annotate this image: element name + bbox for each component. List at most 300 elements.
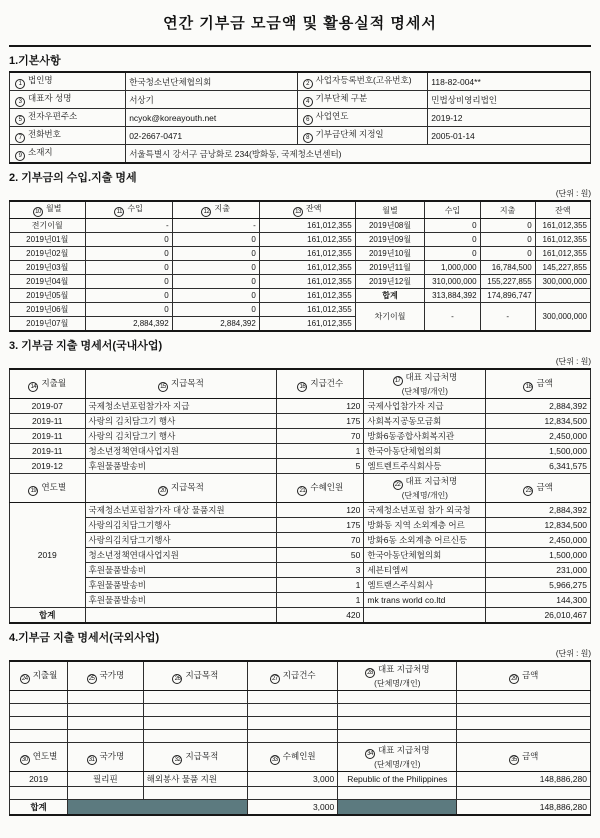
income-cell: 0	[85, 303, 172, 317]
empty-cell	[338, 730, 457, 743]
table-row	[10, 145, 591, 164]
column-header	[457, 743, 591, 772]
amount-cell: 6,341,575	[486, 459, 591, 474]
shaded-cell	[68, 800, 248, 816]
income-cell: -	[85, 219, 172, 233]
expense-cell: 2,884,392	[172, 317, 259, 332]
empty-cell	[143, 704, 248, 717]
balance-cell: 161,012,355	[259, 247, 355, 261]
income-cell: 2,884,392	[85, 317, 172, 332]
amount-cell: 2,450,000	[486, 533, 591, 548]
header-row	[10, 743, 591, 772]
field-value: 민법상비영리법인	[428, 91, 591, 109]
overseas-expense-table	[9, 660, 591, 816]
count-cell: 70	[277, 429, 364, 444]
column-header	[486, 369, 591, 399]
circled-number: 8	[303, 133, 313, 143]
table-row	[10, 247, 591, 261]
column-header-text: 지급건수	[282, 669, 316, 680]
count-cell: 175	[277, 414, 364, 429]
empty-cell	[338, 691, 457, 704]
column-header-text: 지출월	[32, 669, 58, 680]
column-header-subtext: (단체명/개인)	[374, 760, 421, 769]
column-header	[486, 474, 591, 503]
income-cell: 0	[85, 275, 172, 289]
header-row	[10, 661, 591, 691]
country-cell: 필리핀	[68, 772, 144, 787]
balance-cell: 300,000,000	[535, 275, 590, 289]
payee-cell: 국제청소년포럼 참가 외국청	[364, 503, 486, 518]
payee-cell: 방화6동종합사회복지관	[364, 429, 486, 444]
circled-number: 25	[87, 674, 97, 684]
expense-cell: -	[480, 303, 535, 332]
column-header-text: 대표 지급처명	[405, 476, 458, 486]
count-cell: 5	[277, 459, 364, 474]
purpose-cell: 후원물품발송비	[85, 578, 277, 593]
column-header-text: 수입	[127, 204, 143, 213]
circled-number: 12	[201, 207, 211, 217]
circled-number: 18	[523, 382, 533, 392]
empty-cell	[10, 730, 68, 743]
income-cell: 0	[85, 247, 172, 261]
column-header-text: 잔액	[305, 204, 322, 213]
payee-cell: 국제사업참가자 지급	[364, 399, 486, 414]
column-header	[364, 369, 486, 399]
income-cell: 0	[85, 261, 172, 275]
circled-number: 16	[297, 382, 307, 392]
circled-number: 29	[509, 674, 519, 684]
balance-cell: 161,012,355	[535, 219, 590, 233]
expense-cell: 0	[480, 219, 535, 233]
field-label	[297, 91, 428, 109]
circled-number: 11	[114, 207, 124, 217]
month-cell: 2019-12	[10, 459, 86, 474]
column-header	[143, 661, 248, 691]
count-cell: 1	[277, 593, 364, 608]
income-expense-table	[9, 200, 591, 332]
empty-cell	[248, 787, 338, 800]
circled-number: 1	[15, 79, 25, 89]
table-row	[10, 399, 591, 414]
empty-cell	[338, 717, 457, 730]
column-header	[10, 201, 86, 219]
balance-cell: 161,012,355	[259, 219, 355, 233]
purpose-cell: 사랑의 김치담그기 행사	[85, 429, 277, 444]
balance-cell: 161,012,355	[535, 247, 590, 261]
amount-cell: 144,300	[486, 593, 591, 608]
purpose-cell: 국제청소년포럼참가자 지급	[85, 399, 277, 414]
field-label-text: 사업연도	[315, 111, 349, 121]
circled-number: 24	[20, 674, 30, 684]
empty-cell	[85, 608, 277, 624]
empty-cell	[10, 717, 68, 730]
expense-cell: -	[172, 219, 259, 233]
month-cell: 2019년05월	[10, 289, 86, 303]
payee-cell: 엠트렌트주식회사등	[364, 459, 486, 474]
column-header-text: 수혜인원	[310, 481, 344, 492]
month-cell: 2019년06월	[10, 303, 86, 317]
field-label-text: 대표자 성명	[28, 93, 72, 103]
count-cell: 3,000	[248, 772, 338, 787]
amount-cell: 1,500,000	[486, 444, 591, 459]
payee-cell: 방화동 지역 소외계층 어르	[364, 518, 486, 533]
column-header: 지출	[480, 201, 535, 219]
count-cell: 1	[277, 444, 364, 459]
table-row	[10, 459, 591, 474]
circled-number: 4	[303, 97, 313, 107]
purpose-cell: 사랑의김치담그기행사	[85, 518, 277, 533]
column-header	[10, 743, 68, 772]
expense-cell: 174,896,747	[480, 289, 535, 303]
empty-cell	[10, 691, 68, 704]
field-label-text: 소재지	[28, 147, 53, 157]
empty-cell	[143, 787, 248, 800]
header-row	[10, 369, 591, 399]
column-header-subtext: (단체명/개인)	[401, 387, 448, 396]
empty-cell	[143, 691, 248, 704]
month-cell: 2019년08월	[355, 219, 425, 233]
column-header	[277, 474, 364, 503]
domestic-expense-table	[9, 368, 591, 624]
column-header	[143, 743, 248, 772]
column-header-subtext: (단체명/개인)	[374, 679, 421, 688]
field-label-text: 기부금단체 지정일	[315, 129, 384, 139]
section-domestic-expense	[9, 337, 591, 624]
amount-cell: 148,886,280	[457, 772, 591, 787]
year-cell: 2019	[10, 772, 68, 787]
column-header-text: 대표 지급처명	[377, 745, 430, 755]
shaded-cell	[338, 800, 457, 816]
month-cell: 2019-07	[10, 399, 86, 414]
circled-number: 10	[33, 207, 43, 217]
year-cell: 2019	[10, 503, 86, 608]
field-label-text: 전자우편주소	[28, 111, 78, 121]
empty-cell	[457, 717, 591, 730]
payee-cell: mk trans world co.ltd	[364, 593, 486, 608]
circled-number: 34	[365, 749, 375, 759]
empty-cell	[457, 691, 591, 704]
field-value: 한국청소년단체협의회	[126, 72, 297, 91]
empty-row	[10, 730, 591, 743]
month-cell: 2019년09월	[355, 233, 425, 247]
field-label	[10, 72, 126, 91]
empty-cell	[248, 730, 338, 743]
field-label	[10, 145, 126, 164]
month-cell: 2019년10월	[355, 247, 425, 261]
balance-cell: 300,000,000	[535, 303, 590, 332]
column-header	[172, 201, 259, 219]
amount-cell: 5,966,275	[486, 578, 591, 593]
balance-cell: 161,012,355	[259, 289, 355, 303]
empty-cell	[10, 787, 68, 800]
column-header	[68, 661, 144, 691]
column-header-text: 지급목적	[185, 750, 219, 761]
total-row	[10, 800, 591, 816]
column-header	[85, 201, 172, 219]
month-cell: 전기이월	[10, 219, 86, 233]
table-row	[10, 72, 591, 91]
field-value: 2005-01-14	[428, 127, 591, 145]
amount-cell: 2,450,000	[486, 429, 591, 444]
circled-number: 9	[15, 151, 25, 161]
circled-number: 6	[303, 115, 313, 125]
circled-number: 19	[28, 486, 38, 496]
purpose-cell: 후원물품발송비	[85, 593, 277, 608]
document-title: 연간 기부금 모금액 및 활용실적 명세서	[163, 15, 437, 32]
circled-number: 21	[297, 486, 307, 496]
column-header	[85, 474, 277, 503]
unit-label: (단위 : 원)	[555, 649, 591, 658]
total-count: 3,000	[248, 800, 338, 816]
field-label	[297, 72, 428, 91]
empty-cell	[248, 691, 338, 704]
column-header: 수입	[425, 201, 480, 219]
balance-cell: 161,012,355	[259, 275, 355, 289]
balance-cell	[535, 289, 590, 303]
table-row	[10, 548, 591, 563]
empty-row	[10, 691, 591, 704]
field-value: 서상기	[126, 91, 297, 109]
month-cell: 2019-11	[10, 444, 86, 459]
table-row	[10, 444, 591, 459]
column-header-text: 금액	[536, 481, 553, 492]
column-header	[248, 661, 338, 691]
count-cell: 1	[277, 578, 364, 593]
expense-cell: 0	[480, 233, 535, 247]
purpose-cell: 청소년정책연대사업지원	[85, 548, 277, 563]
field-value: 02-2667-0471	[126, 127, 297, 145]
column-header-text: 지출	[214, 204, 230, 213]
count-cell: 70	[277, 533, 364, 548]
field-label-text: 전화번호	[28, 129, 61, 139]
empty-cell	[364, 608, 486, 624]
income-cell: -	[425, 303, 480, 332]
circled-number: 30	[20, 755, 30, 765]
empty-cell	[68, 787, 144, 800]
expense-cell: 0	[172, 261, 259, 275]
balance-cell: 161,012,355	[259, 317, 355, 332]
purpose-cell: 사랑의 김치담그기 행사	[85, 414, 277, 429]
field-label-text: 사업자등록번호(고유번호)	[315, 75, 412, 85]
section2-heading: 2. 기부금의 수입.지출 명세	[9, 172, 137, 184]
field-label	[297, 127, 428, 145]
payee-cell: 엠트랜스주식회사	[364, 578, 486, 593]
total-count: 420	[277, 608, 364, 624]
empty-cell	[248, 704, 338, 717]
field-label	[10, 91, 126, 109]
empty-cell	[338, 704, 457, 717]
month-cell: 2019년04월	[10, 275, 86, 289]
empty-cell	[68, 717, 144, 730]
divider-rule	[9, 45, 591, 47]
empty-cell	[457, 730, 591, 743]
field-value: 2019-12	[428, 109, 591, 127]
count-cell: 120	[277, 503, 364, 518]
month-cell: 2019년03월	[10, 261, 86, 275]
table-row	[10, 772, 591, 787]
month-cell: 2019년11월	[355, 261, 425, 275]
column-header	[85, 369, 277, 399]
column-header-text: 금액	[521, 750, 539, 761]
column-header	[457, 661, 591, 691]
table-row	[10, 563, 591, 578]
expense-cell: 0	[172, 275, 259, 289]
payee-cell: Republic of the Philippines	[338, 772, 457, 787]
header-row	[10, 474, 591, 503]
table-row	[10, 503, 591, 518]
table-row	[10, 127, 591, 145]
table-row	[10, 593, 591, 608]
table-row	[10, 233, 591, 247]
section1-heading: 1.기본사항	[9, 55, 61, 67]
expense-cell: 0	[480, 247, 535, 261]
field-value: ncyok@koreayouth.net	[126, 109, 297, 127]
field-value: 118-82-004**	[428, 72, 591, 91]
circled-number: 14	[28, 382, 38, 392]
field-label	[10, 127, 126, 145]
purpose-cell: 후원물품발송비	[85, 459, 277, 474]
income-cell: 0	[425, 219, 480, 233]
total-label: 합계	[10, 800, 68, 816]
column-header	[364, 474, 486, 503]
payee-cell: 사회복지공동모금회	[364, 414, 486, 429]
column-header	[248, 743, 338, 772]
circled-number: 31	[87, 755, 97, 765]
income-cell: 0	[85, 233, 172, 247]
total-amount: 148,886,280	[457, 800, 591, 816]
column-header	[338, 661, 457, 691]
column-header-text: 금액	[521, 669, 539, 680]
circled-number: 17	[393, 376, 403, 386]
balance-cell: 161,012,355	[259, 303, 355, 317]
table-row	[10, 91, 591, 109]
income-cell: 313,884,392	[425, 289, 480, 303]
column-header	[10, 474, 86, 503]
month-cell: 2019년07월	[10, 317, 86, 332]
section-basic-info	[9, 52, 591, 164]
circled-number: 3	[15, 97, 25, 107]
payee-cell: 세븐티엠씨	[364, 563, 486, 578]
circled-number: 22	[393, 480, 403, 490]
table-row	[10, 275, 591, 289]
amount-cell: 231,000	[486, 563, 591, 578]
circled-number: 13	[293, 207, 303, 217]
column-header-text: 지출월	[41, 377, 67, 388]
circled-number: 15	[158, 382, 168, 392]
amount-cell: 2,884,392	[486, 399, 591, 414]
expense-cell: 155,227,855	[480, 275, 535, 289]
empty-cell	[143, 730, 248, 743]
circled-number: 35	[509, 755, 519, 765]
month-cell: 2019년12월	[355, 275, 425, 289]
circled-number: 7	[15, 133, 25, 143]
field-label-text: 기부단체 구분	[315, 93, 368, 103]
section3-heading: 3. 기부금 지출 명세서(국내사업)	[9, 340, 163, 352]
purpose-cell: 해외봉사 물품 지원	[143, 772, 248, 787]
column-header-text: 금액	[536, 377, 553, 388]
table-row	[10, 429, 591, 444]
column-header	[68, 743, 144, 772]
column-header-text: 국가명	[99, 669, 125, 680]
balance-cell: 145,227,855	[535, 261, 590, 275]
income-cell: 0	[425, 233, 480, 247]
payee-cell: 한국아동단체협의회	[364, 444, 486, 459]
expense-cell: 0	[172, 289, 259, 303]
column-header-text: 대표 지급처명	[405, 372, 458, 382]
circled-number: 32	[172, 755, 182, 765]
empty-row	[10, 717, 591, 730]
balance-cell: 161,012,355	[259, 261, 355, 275]
column-header-text: 연도별	[32, 750, 58, 761]
amount-cell: 12,834,500	[486, 414, 591, 429]
month-cell: 2019년02월	[10, 247, 86, 261]
column-header	[10, 369, 86, 399]
circled-number: 23	[523, 486, 533, 496]
month-cell: 2019년01월	[10, 233, 86, 247]
column-header	[259, 201, 355, 219]
unit-label: (단위 : 원)	[555, 189, 591, 198]
column-header-text: 지급목적	[170, 377, 204, 388]
table-row	[10, 109, 591, 127]
circled-number: 27	[270, 674, 280, 684]
purpose-cell: 청소년정책연대사업지원	[85, 444, 277, 459]
column-header-text: 지급목적	[185, 669, 219, 680]
carryover-label-cell: 차기이월	[355, 303, 425, 332]
table-row	[10, 414, 591, 429]
circled-number: 2	[303, 79, 313, 89]
purpose-cell: 사랑의김치담그기행사	[85, 533, 277, 548]
table-row	[10, 219, 591, 233]
empty-cell	[248, 717, 338, 730]
column-header-text: 수혜인원	[282, 750, 316, 761]
empty-cell	[68, 730, 144, 743]
table-row	[10, 261, 591, 275]
column-header-text: 지급건수	[310, 377, 344, 388]
column-header	[277, 369, 364, 399]
circled-number: 5	[15, 115, 25, 125]
month-cell: 2019-11	[10, 414, 86, 429]
count-cell: 120	[277, 399, 364, 414]
field-label	[297, 109, 428, 127]
circled-number: 26	[172, 674, 182, 684]
payee-cell: 방화6동 소외계층 어르신등	[364, 533, 486, 548]
section4-heading: 4.기부금 지출 명세서(국외사업)	[9, 632, 160, 644]
balance-cell: 161,012,355	[259, 233, 355, 247]
circled-number: 20	[158, 486, 168, 496]
income-cell: 0	[425, 247, 480, 261]
empty-cell	[457, 787, 591, 800]
section-overseas-expense	[9, 629, 591, 816]
count-cell: 3	[277, 563, 364, 578]
empty-cell	[10, 704, 68, 717]
empty-cell	[68, 691, 144, 704]
empty-row	[10, 787, 591, 800]
table-row	[10, 518, 591, 533]
expense-cell: 16,784,500	[480, 261, 535, 275]
table-row	[10, 303, 591, 317]
circled-number: 28	[365, 668, 375, 678]
income-cell: 310,000,000	[425, 275, 480, 289]
section-income-expense	[9, 169, 591, 332]
amount-cell: 12,834,500	[486, 518, 591, 533]
field-label-text: 법인명	[28, 75, 53, 85]
income-cell: 0	[85, 289, 172, 303]
balance-cell: 161,012,355	[535, 233, 590, 247]
field-label	[10, 109, 126, 127]
column-header-text: 대표 지급처명	[377, 664, 430, 674]
table-row	[10, 289, 591, 303]
table-row	[10, 533, 591, 548]
